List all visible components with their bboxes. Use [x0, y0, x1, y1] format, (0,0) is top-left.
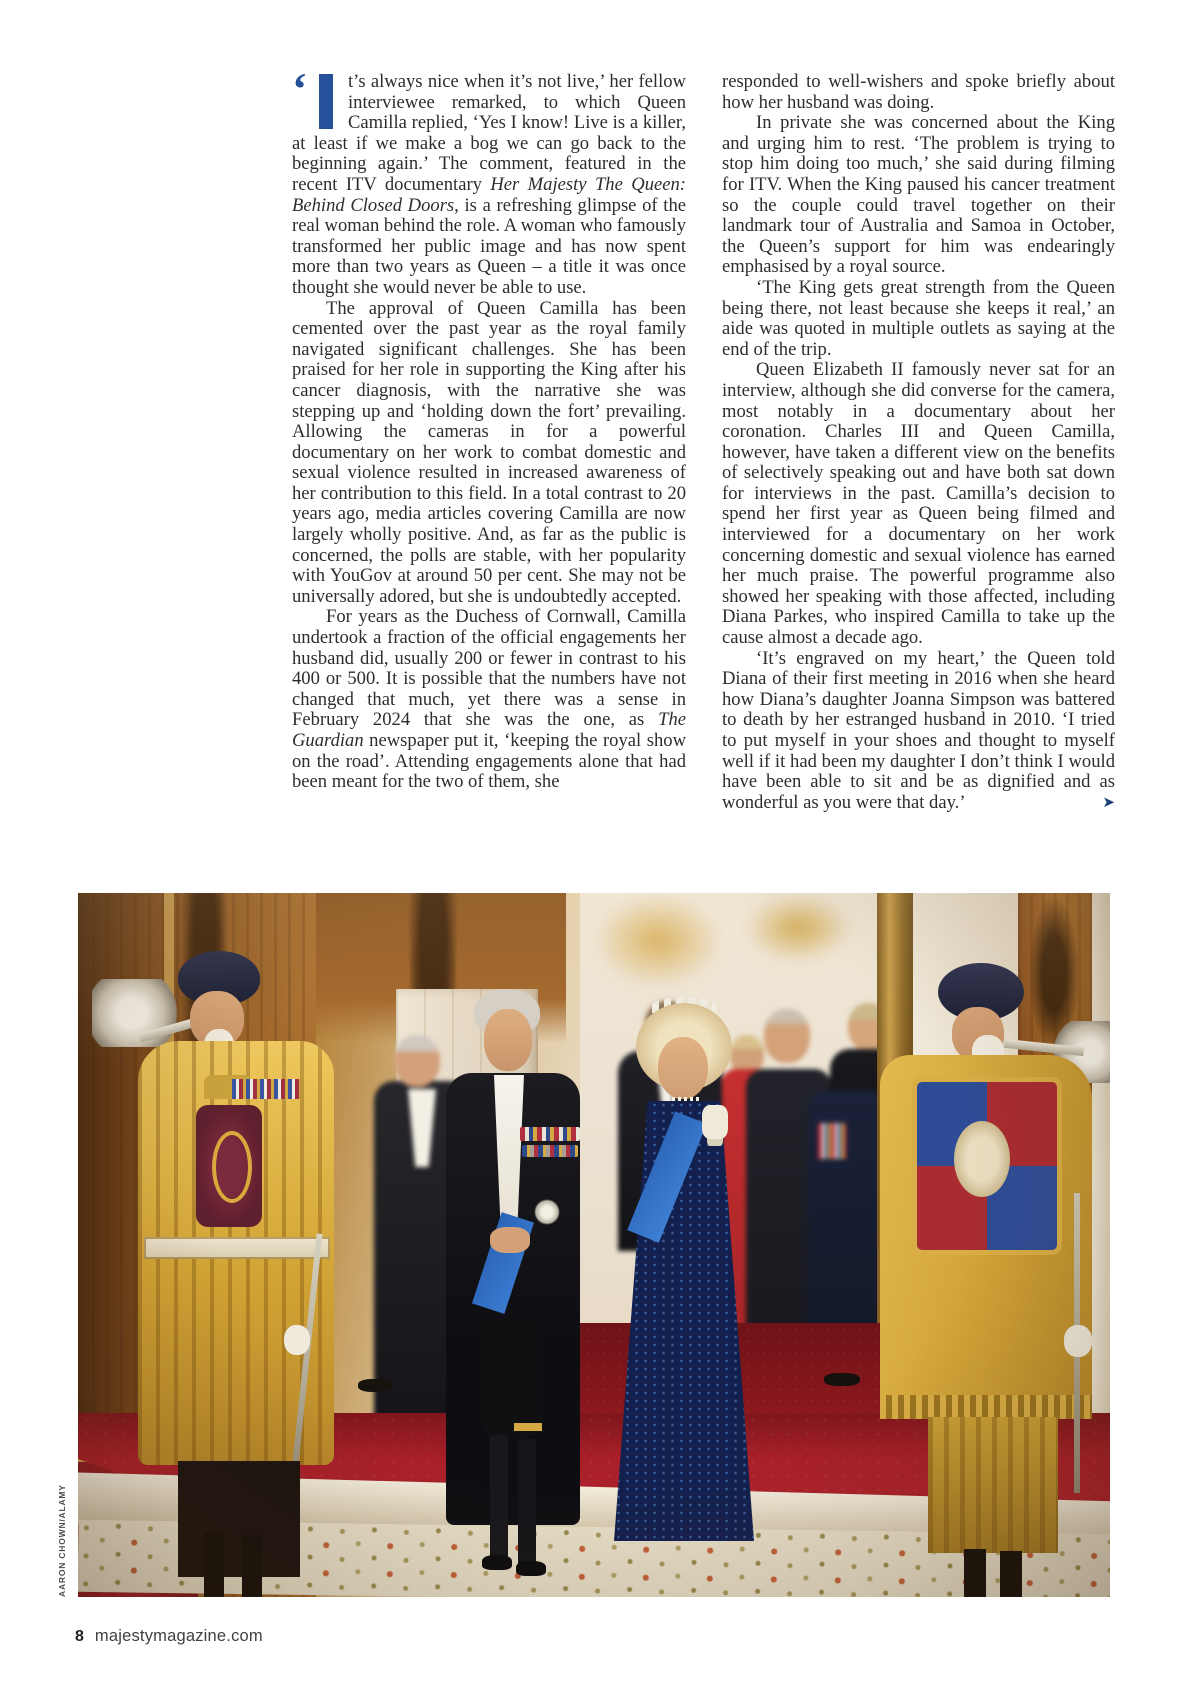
page-footer — [75, 1627, 263, 1646]
paragraph-7: Queen Elizabeth II famously never sat for an interview, although she did converse for the camera, most notably in a documentary about her coronation. Charles III and Queen Camilla, however, have taken a different view on the benefits of selectively speaking out and have both sat down for interviews in the past. Camilla’s decision to spend her first year as Queen being filmed and interviewed for a documentary on her work concerning domestic and sexual violence has earned her much praise. The powerful programme also showed her speaking with those affected, including Diana Parkes, who inspired Camilla to take up the cause almost a decade ago. — [722, 359, 1115, 649]
paragraph-1 — [292, 63, 686, 299]
drop-cap-quote: ‘ — [292, 63, 308, 114]
paragraph-text: , is a refreshing glimpse of the real woman behind the role. A woman who famously transformed her public image and has now spent more than two years as Queen – a title it was once thought she would never be able to use. — [292, 194, 686, 298]
photo-credit: AARON CHOWN/ALAMY — [57, 1484, 67, 1597]
paragraph-2: The approval of Queen Camilla has been cemented over the past year as the royal family navigated significant challenges. She has been praised for her role in supporting the King after his cancer diagnosis, with the narrative she was stepping up and ‘holding down the fort’ prevailing. Allowing the cameras in for a powerful documentary on her work to combat domestic and sexual violence resulted in increased awareness of her contribution to this field. In a total contrast to 20 years ago, media articles covering Camilla are now largely wholly positive. And, as far as the public is concerned, the polls are stable, with her popularity with YouGov at around 50 per cent. She may not be universally adored, but she is undoubtedly accepted. — [292, 297, 686, 607]
paragraph-text: t’s always nice when it’s not live,’ her fellow interviewee remarked, to which Queen Camilla replied, ‘Yes I know! Live is a killer, at least if we make a bog we can go back to the beginning again.’ The comment, featured in the recent ITV documentary — [292, 71, 686, 195]
drop-cap-letter — [319, 74, 333, 129]
italic-title: The Guardian — [292, 709, 686, 751]
italic-title: Her Majesty The Queen: Behind Closed Doors — [292, 173, 686, 216]
article-column-left — [292, 63, 686, 793]
paragraph-5: In private she was concerned about the King and urging him to rest. ‘The problem is trying to stop him doing too much,’ she said during filming for ITV. When the King paused his cancer treatment so the couple could travel together on their landmark tour of Australia and Samoa in October, the Queen’s support for him was endearingly emphasised by a royal source. — [722, 112, 1115, 278]
photo-state-banquet — [78, 893, 1110, 1597]
page-number: 8 — [75, 1628, 84, 1645]
drop-cap — [292, 63, 344, 131]
paragraph-6: ‘The King gets great strength from the Queen being there, not least because she keeps it real,’ an aide was quoted in multiple outlets as saying at the end of the trip. — [722, 276, 1115, 360]
continuation-arrow-icon: ➤ — [1102, 792, 1115, 811]
paragraph-3 — [292, 607, 686, 792]
photo-warm-light — [78, 893, 1110, 1597]
paragraph-8: ‘It’s engraved on my heart,’ the Queen told Diana of their first meeting in 2016 when she heard how Diana’s daughter Joanna Simpson was battered to death by her estranged husband in 2010. ‘I tried to put myself in your shoes and thought to myself well if it had been my daughter I don’t think I would have been able to sit and be as dignified and as wonderful as you were that day.’ — [722, 647, 1115, 813]
article-column-right — [722, 72, 1115, 813]
paragraph-4: responded to well-wishers and spoke briefly about how her husband was doing. — [722, 71, 1115, 113]
website-url: majestymagazine.com — [94, 1627, 263, 1645]
paragraph-text: For years as the Duchess of Cornwall, Camilla undertook a fraction of the official engagements her husband did, usually 200 or fewer in contrast to his 400 or 500. It is possible that the numbers have not changed that much, yet there was a sense in February 2024 that she was the one, as — [292, 606, 686, 731]
paragraph-text: newspaper put it, ‘keeping the royal show on the road’. Attending engagements alone that had been meant for the two of them, she — [292, 730, 686, 793]
